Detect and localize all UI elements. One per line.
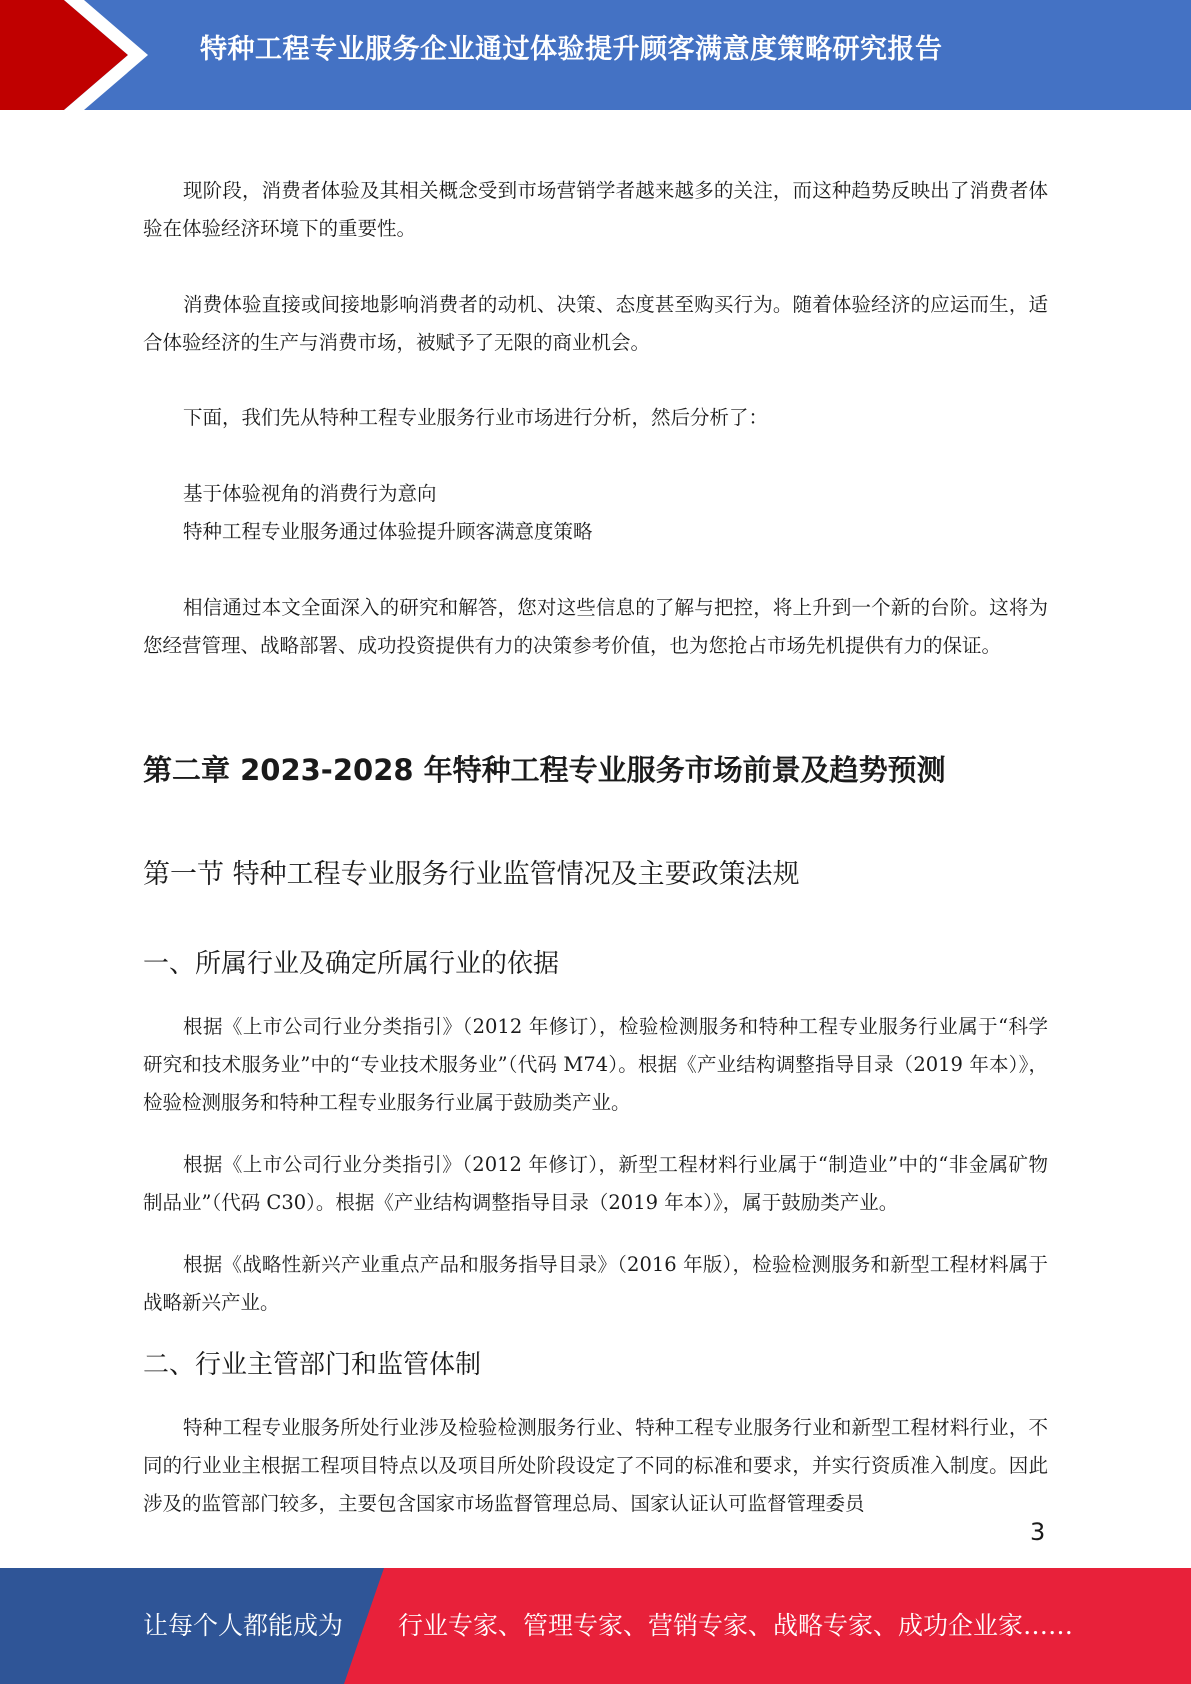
intro-paragraph-3: 下面，我们先从特种工程专业服务行业市场进行分析，然后分析了： [183, 406, 769, 429]
intro-paragraph-1: 现阶段，消费者体验及其相关概念受到市场营销学者越来越多的关注，而这种趋势反映出了消费者体验在体验经济环境下的重要性。 [143, 179, 1048, 240]
report-header-band [0, 0, 1191, 110]
report-title: 特种工程专业服务企业通过体验提升顾客满意度策略研究报告 [200, 34, 943, 65]
subsection-1-paragraph: 根据《上市公司行业分类指引》（2012 年修订），检验检测服务和特种工程专业服务行业属于“科学研究和技术服务业”中的“专业技术服务业”（代码 M74）。根据《产业结构调整指导目录（2019 年本）》，检验检测服务和特种工程专业服务行业属于鼓励类产业。 [143, 1015, 1048, 1114]
subsection-heading-1: 一、所属行业及确定所属行业的依据 [143, 949, 560, 979]
subsection-heading-2: 二、行业主管部门和监管体制 [143, 1350, 482, 1380]
intro-paragraph-4: 相信通过本文全面深入的研究和解答，您对这些信息的了解与把控，将上升到一个新的台阶。这将为您经营管理、战略部署、成功投资提供有力的决策参考价值，也为您抢占市场先机提供有力的保证。 [143, 596, 1048, 657]
header-chevron-decoration [0, 0, 150, 110]
subsection-2-paragraph: 特种工程专业服务所处行业涉及检验检测服务行业、特种工程专业服务行业和新型工程材料行业，不同的行业业主根据工程项目特点以及项目所处阶段设定了不同的标准和要求，并实行资质准入制度。因此涉及的监管部门较多，主要包含国家市场监督管理总局、国家认证认可监督管理委员 [143, 1416, 1048, 1515]
footer-slogan-left: 让每个人都能成为 [143, 1611, 344, 1640]
footer-slogan-right: 行业专家、管理专家、营销专家、战略专家、成功企业家…… [398, 1611, 1074, 1640]
intro-paragraph-2: 消费体验直接或间接地影响消费者的动机、决策、态度甚至购买行为。随着体验经济的应运而生，适合体验经济的生产与消费市场，被赋予了无限的商业机会。 [143, 293, 1048, 354]
chapter-heading: 第二章 2023-2028 年特种工程专业服务市场前景及趋势预测 [143, 753, 946, 787]
intro-list-item: 基于体验视角的消费行为意向 [183, 482, 437, 505]
intro-list-item: 特种工程专业服务通过体验提升顾客满意度策略 [183, 520, 593, 543]
subsection-1-paragraph: 根据《上市公司行业分类指引》（2012 年修订），新型工程材料行业属于“制造业”中的“非金属矿物制品业”（代码 C30）。根据《产业结构调整指导目录（2019 年本）》，属于鼓励类产业。 [143, 1153, 1048, 1214]
section-heading: 第一节 特种工程专业服务行业监管情况及主要政策法规 [143, 859, 800, 890]
footer-band [0, 1568, 1191, 1684]
subsection-1-paragraph: 根据《战略性新兴产业重点产品和服务指导目录》（2016 年版），检验检测服务和新型工程材料属于战略新兴产业。 [143, 1253, 1048, 1314]
page-number: 3 [1030, 1518, 1046, 1546]
